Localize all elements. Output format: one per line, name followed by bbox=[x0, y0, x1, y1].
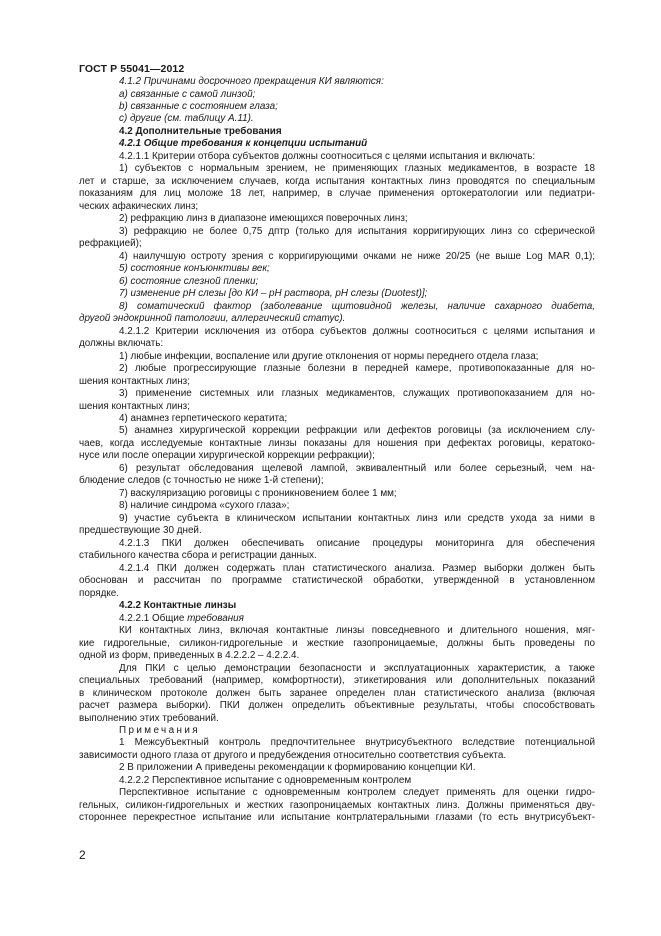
text-line: Для ПКИ с целью демонстрации безопасности и эксплуатационных характеристик, а также bbox=[119, 662, 595, 674]
text-line: 7) васкуляризацию роговицы с проникновением более 1 мм; bbox=[119, 487, 397, 499]
text-line: зависимости одного глаза от другого и предубеждения относительно соответствия субъекта. bbox=[79, 749, 507, 761]
text-line: порядке. bbox=[79, 587, 119, 599]
text-line: 3) рефракцию не более 0,75 дптр (только для испытания корригирующих линз со сферической bbox=[119, 225, 595, 237]
text-line: 6) состояние слезной пленки; bbox=[119, 275, 259, 287]
text-line: 4.2.1.2 Критерии исключения из отбора субъектов должны соотноситься с целями испытания и bbox=[119, 325, 595, 337]
text-line: 2 В приложении А приведены рекомендации к формированию концепции КИ. bbox=[119, 762, 476, 774]
text-line: 1) субъектов с нормальным зрением, не применяющих глазных медикаментов, в возрасте 18 bbox=[119, 163, 595, 175]
text-line: 4) анамнез герпетического кератита; bbox=[119, 413, 288, 424]
text-line: 4.2 Дополнительные требования bbox=[119, 125, 282, 137]
page-number: 2 bbox=[79, 848, 86, 862]
text-line: другой эндокринной патологии, аллергический статус). bbox=[79, 313, 346, 325]
text-line: блюдение следов (с точностью не ниже 1-й степени); bbox=[79, 475, 324, 487]
text-line: 5) анамнез хирургической коррекции рефракции или дефектов роговицы (за исключением слу- bbox=[119, 425, 595, 437]
text-line: Перспективное испытание с одновременным контролем следует применять для оценки гидро- bbox=[119, 787, 595, 799]
text-line: c) другие (см. таблицу А.11). bbox=[119, 113, 254, 125]
text-line: 4.2.2 Контактные линзы bbox=[119, 600, 237, 612]
text-line: рефракцией); bbox=[79, 238, 142, 250]
text-line: стабильного качества сбора и регистрации данных. bbox=[79, 550, 317, 562]
text-line: шения контактных линз; bbox=[79, 375, 190, 387]
text-line: 8) наличие синдрома «сухого глаза»; bbox=[119, 500, 290, 512]
text-line: 4.2.1.4 ПКИ должен содержать план статистического анализа. Размер выборки должен быть bbox=[119, 562, 595, 574]
text-line: лет и старше, за исключением случаев, когда испытания контактных линз проводятся по специальным bbox=[79, 175, 595, 187]
text-line: 5) состояние конъюнктивы век; bbox=[119, 263, 270, 275]
text-line: 3) применение системных или глазных медикаментов, служащих противопоказанием для но- bbox=[119, 388, 595, 399]
text-line: 4) наилучшую остроту зрения с корригирующими очками не ниже 20/25 (не выше Log MAR 0,1); bbox=[119, 250, 595, 262]
text-line: 8) соматический фактор (заболевание щитовидной железы, наличие сахарного диабета, bbox=[119, 300, 595, 312]
text-line: выполнению этих требований. bbox=[79, 712, 219, 724]
text-line: одной из форм, приведенных в 4.2.2.2 – 4.2.2.4. bbox=[79, 650, 300, 662]
text-line: должны включать: bbox=[79, 338, 164, 350]
text-line: 2) рефракцию линз в диапазоне имеющихся поверочных линз; bbox=[119, 213, 408, 225]
text-line: Примечания bbox=[119, 725, 201, 736]
text-line: 4.2.1.1 Критерии отбора субъектов должны соотноситься с целями испытания и включать: bbox=[119, 150, 536, 162]
text-line: 4.1.2 Причинами досрочного прекращения КИ являются: bbox=[119, 76, 384, 87]
text-line: 2) любые прогрессирующие глазные болезни в передней камере, противопоказанные для но- bbox=[119, 363, 595, 374]
text-line: обоснован и рассчитан по программе статистической обработки, утвержденной в установленном bbox=[79, 575, 595, 587]
text-line: 4.2.1 Общие требования к концепции испытаний bbox=[119, 138, 368, 150]
text-line: 6) результат обследования щелевой лампой, эквивалентный или более серьезный, чем на- bbox=[119, 462, 595, 474]
text-line: 4.2.1.3 ПКИ должен обеспечивать описание процедуры мониторинга для обеспечения bbox=[119, 537, 595, 549]
text-line: 4.2.2.2 Перспективное испытание с одновременным контролем bbox=[119, 774, 412, 786]
document-header: ГОСТ Р 55041—2012 bbox=[79, 63, 185, 75]
text-line: расчет размера выборки). ПКИ должен определить объективные результаты, чтобы способствовать bbox=[79, 700, 595, 711]
text-line: кие гидрогельные, силикон-гидрогельные и жесткие газопроницаемые, должны быть проведены по bbox=[79, 637, 595, 649]
text-line: 1) любые инфекции, воспаление или другие отклонения от нормы переднего отдела глаза; bbox=[119, 350, 539, 362]
text-line: КИ контактных линз, включая контактные линзы повседневного и длительного ношения, мяг- bbox=[119, 625, 595, 637]
text-line bbox=[119, 613, 595, 625]
text-line: нусе или после операции хирургической коррекции рефракции); bbox=[79, 450, 375, 462]
text-line: предшествующие 30 дней. bbox=[79, 525, 202, 537]
text-line: гельных, силикон-гидрогельных и жестких газопроницаемых контактных линз. Должны применяться дву- bbox=[79, 799, 595, 811]
text-line: 7) изменение рН слезы [до КИ – рН раствора, рН слезы (Duotest)]; bbox=[119, 288, 428, 300]
text-line: a) связанные с самой линзой; bbox=[119, 88, 256, 100]
text-line: в клиническом протоколе должен быть заранее определен план статистического анализа (включая bbox=[79, 687, 595, 699]
text-line: ческих афакических линз; bbox=[79, 200, 199, 212]
subheading-number: 4.2.2.1 Общие bbox=[119, 612, 188, 624]
text-line: показаниям для лиц моложе 18 лет, например, в случае применения ортокератологии или педиатри- bbox=[79, 188, 595, 200]
text-line: 1 Межсубъектный контроль предпочтительнее внутрисубъектного вследствие потенциальной bbox=[119, 737, 595, 749]
text-line: стороннее перекрестное испытание или испытание контрлатеральными глазами (то есть внутрисубъект- bbox=[79, 812, 595, 824]
text-line: b) связанные с состоянием глаза; bbox=[119, 101, 278, 112]
text-line: шения контактных линз; bbox=[79, 400, 190, 412]
text-line: 9) участие субъекта в клиническом испытании контактных линз или средств ухода за ними в bbox=[119, 512, 595, 524]
subheading-italic: требования bbox=[187, 612, 244, 624]
text-line: чаев, когда исследуемые контактные линзы показаны для ношения при дефектах роговицы, кератоко- bbox=[79, 437, 595, 449]
text-line: специальных требований (например, комфортности), этикетирования или дополнительных показаний bbox=[79, 675, 595, 686]
